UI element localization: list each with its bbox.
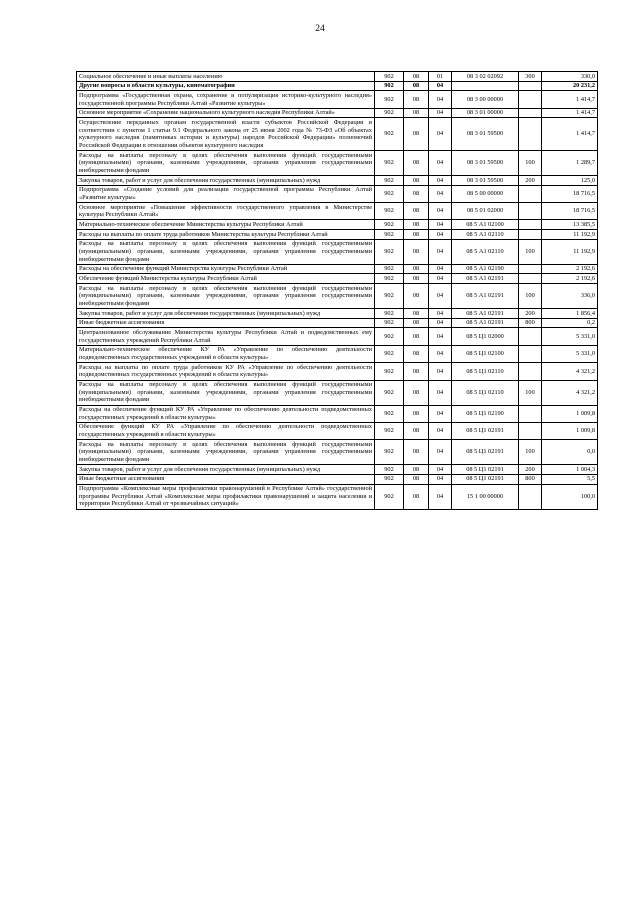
row-expense-type <box>519 230 542 240</box>
row-ministry-code: 902 <box>375 72 404 82</box>
row-amount: 330,0 <box>542 72 598 82</box>
row-ministry-code: 902 <box>375 185 404 202</box>
row-name: Основное мероприятие «Сохранение национального культурного наследия Республики Алтай» <box>77 108 375 118</box>
row-ministry-code: 902 <box>375 309 404 319</box>
table-row <box>77 318 598 328</box>
row-name: Закупка товаров, работ и услуг для обеспечения государственных (муниципальных) нужд <box>77 309 375 319</box>
row-amount: 13 385,5 <box>542 220 598 230</box>
table-row <box>77 328 598 345</box>
row-ministry-code: 902 <box>375 465 404 475</box>
row-section-code: 08 <box>404 318 429 328</box>
table-row <box>77 345 598 362</box>
row-ministry-code: 902 <box>375 220 404 230</box>
row-amount: 18 716,5 <box>542 185 598 202</box>
row-target-article: 08 5 Ц1 02110 <box>452 380 519 405</box>
row-target-article: 08 5 А1 02110 <box>452 230 519 240</box>
row-amount: 4 321,2 <box>542 363 598 380</box>
table-row <box>77 220 598 230</box>
row-name: Обеспечение функций КУ РА «Управление по обеспечению деятельности подведомственных государственных учреждений в области культуры» <box>77 422 375 439</box>
page-number: 24 <box>315 24 325 34</box>
row-section-code: 08 <box>404 405 429 422</box>
budget-table-body <box>77 72 598 510</box>
row-target-article: 08 3 01 59500 <box>452 118 519 151</box>
table-row <box>77 465 598 475</box>
row-ministry-code: 902 <box>375 274 404 284</box>
row-expense-type <box>519 405 542 422</box>
row-amount: 336,0 <box>542 284 598 309</box>
row-amount: 5 331,0 <box>542 328 598 345</box>
table-row <box>77 380 598 405</box>
row-expense-type <box>519 91 542 108</box>
table-row <box>77 176 598 186</box>
row-section-code: 08 <box>404 274 429 284</box>
row-subsection-code: 04 <box>429 405 452 422</box>
row-subsection-code: 04 <box>429 474 452 484</box>
row-section-code: 08 <box>404 363 429 380</box>
row-subsection-code: 04 <box>429 81 452 91</box>
row-target-article: 08 5 А1 02191 <box>452 284 519 309</box>
row-subsection-code: 04 <box>429 239 452 264</box>
row-section-code: 08 <box>404 239 429 264</box>
row-section-code: 08 <box>404 345 429 362</box>
table-row <box>77 72 598 82</box>
row-section-code: 08 <box>404 328 429 345</box>
row-ministry-code: 902 <box>375 440 404 465</box>
row-name: Иные бюджетные ассигнования <box>77 474 375 484</box>
row-target-article: 08 3 00 00000 <box>452 91 519 108</box>
row-section-code: 08 <box>404 81 429 91</box>
row-name: Основное мероприятие «Повышение эффективности государственного управления в Министерстве культуры Республики Алтай» <box>77 203 375 220</box>
row-expense-type <box>519 422 542 439</box>
row-subsection-code: 04 <box>429 108 452 118</box>
row-section-code: 08 <box>404 72 429 82</box>
table-row <box>77 108 598 118</box>
row-name: Централизованное обслуживание Министерства культуры Республики Алтай и подведомственных ему государственных учреждений Республики Алтай <box>77 328 375 345</box>
row-ministry-code: 902 <box>375 81 404 91</box>
row-ministry-code: 902 <box>375 422 404 439</box>
row-expense-type: 100 <box>519 440 542 465</box>
table-row <box>77 264 598 274</box>
row-subsection-code: 04 <box>429 264 452 274</box>
row-section-code: 08 <box>404 440 429 465</box>
row-amount: 1 009,8 <box>542 422 598 439</box>
row-amount: 5 331,0 <box>542 345 598 362</box>
row-ministry-code: 902 <box>375 239 404 264</box>
table-row <box>77 474 598 484</box>
row-target-article: 08 5 Ц1 02191 <box>452 422 519 439</box>
row-subsection-code: 04 <box>429 465 452 475</box>
row-subsection-code: 04 <box>429 185 452 202</box>
row-section-code: 08 <box>404 185 429 202</box>
table-row <box>77 81 598 91</box>
table-row <box>77 309 598 319</box>
row-name: Подпрограмма «Комплексные меры профилактики правонарушений в Республике Алтай» государственной программы Республики Алтай «Комплексные меры профилактики правонарушений и защита населения и территории Республики Алтай от чрезвычайных ситуаций» <box>77 484 375 509</box>
row-amount: 1 004,3 <box>542 465 598 475</box>
table-row <box>77 484 598 509</box>
row-target-article: 08 5 01 02000 <box>452 203 519 220</box>
row-expense-type <box>519 108 542 118</box>
budget-table <box>76 71 598 510</box>
row-expense-type <box>519 118 542 151</box>
row-name: Расходы на выплаты персоналу в целях обеспечения выполнения функций государственными (муниципальными) органами, казенными учреждениями, органами управления государственными внебюджетными фондами <box>77 284 375 309</box>
row-name: Расходы на выплаты персоналу в целях обеспечения выполнения функций государственными (муниципальными) органами, казенными учреждениями, органами управления государственными внебюджетными фондами <box>77 151 375 176</box>
row-section-code: 08 <box>404 465 429 475</box>
row-target-article: 08 5 А1 02191 <box>452 318 519 328</box>
row-expense-type <box>519 328 542 345</box>
row-name: Расходы на выплаты по оплате труда работников КУ РА «Управление по обеспечению деятельности подведомственных государственных учреждений в области культуры» <box>77 363 375 380</box>
row-amount: 1 009,8 <box>542 405 598 422</box>
table-row <box>77 363 598 380</box>
row-ministry-code: 902 <box>375 118 404 151</box>
row-amount: 2 192,6 <box>542 264 598 274</box>
row-subsection-code: 04 <box>429 91 452 108</box>
row-expense-type <box>519 363 542 380</box>
row-name: Другие вопросы в области культуры, кинематографии <box>77 81 375 91</box>
row-subsection-code: 04 <box>429 345 452 362</box>
row-target-article: 08 5 Ц1 02191 <box>452 474 519 484</box>
row-subsection-code: 04 <box>429 220 452 230</box>
row-target-article: 15 1 00 00000 <box>452 484 519 509</box>
table-row <box>77 118 598 151</box>
row-subsection-code: 04 <box>429 422 452 439</box>
row-amount: 20 231,2 <box>542 81 598 91</box>
row-target-article: 08 5 Ц1 02110 <box>452 363 519 380</box>
row-target-article: 08 5 Ц1 02191 <box>452 440 519 465</box>
row-name: Расходы на выплаты по оплате труда работников Министерства культуры Республики Алтай <box>77 230 375 240</box>
row-ministry-code: 902 <box>375 264 404 274</box>
row-ministry-code: 902 <box>375 203 404 220</box>
row-name: Осуществление переданных органам государственной власти субъектов Российской Федерации в соответствии с пунктом 1 статьи 9.1 Федерального закона от 25 июня 2002 года № 73-ФЗ «Об объектах культурного наследия (памятниках истории и культуры) народов Российской Федерации» полномочий Российской Федерации в отношении объектов культурного наследия <box>77 118 375 151</box>
row-amount: 4 321,2 <box>542 380 598 405</box>
row-section-code: 08 <box>404 422 429 439</box>
row-ministry-code: 902 <box>375 151 404 176</box>
row-name: Материально-техническое обеспечение Министерства культуры Республики Алтай <box>77 220 375 230</box>
row-section-code: 08 <box>404 309 429 319</box>
row-expense-type <box>519 345 542 362</box>
row-expense-type <box>519 220 542 230</box>
row-section-code: 08 <box>404 484 429 509</box>
table-row <box>77 274 598 284</box>
row-target-article: 08 3 01 00000 <box>452 108 519 118</box>
row-section-code: 08 <box>404 108 429 118</box>
row-amount: 1 414,7 <box>542 118 598 151</box>
row-target-article: 08 5 А1 02191 <box>452 274 519 284</box>
table-row <box>77 239 598 264</box>
row-name: Иные бюджетные ассигнования <box>77 318 375 328</box>
row-section-code: 08 <box>404 380 429 405</box>
row-expense-type: 100 <box>519 284 542 309</box>
row-subsection-code: 04 <box>429 484 452 509</box>
row-name: Подпрограмма «Государственная охрана, сохранение и популяризация историко-культурного наследия» государственной программы Республики Алтай «Развитие культуры» <box>77 91 375 108</box>
table-row <box>77 284 598 309</box>
table-row <box>77 405 598 422</box>
row-section-code: 08 <box>404 284 429 309</box>
row-amount: 100,0 <box>542 484 598 509</box>
row-amount: 125,0 <box>542 176 598 186</box>
table-row <box>77 91 598 108</box>
row-subsection-code: 04 <box>429 363 452 380</box>
row-expense-type <box>519 81 542 91</box>
row-section-code: 08 <box>404 220 429 230</box>
row-amount: 11 192,9 <box>542 239 598 264</box>
row-amount: 1 856,4 <box>542 309 598 319</box>
table-row <box>77 185 598 202</box>
row-ministry-code: 902 <box>375 176 404 186</box>
row-subsection-code: 04 <box>429 440 452 465</box>
row-target-article: 08 3 01 59500 <box>452 176 519 186</box>
row-ministry-code: 902 <box>375 405 404 422</box>
row-ministry-code: 902 <box>375 380 404 405</box>
row-target-article: 08 5 Ц1 02100 <box>452 345 519 362</box>
row-name: Расходы на выплаты персоналу в целях обеспечения выполнения функций государственными (муниципальными) органами, казенными учреждениями, органами управления государственными внебюджетными фондами <box>77 239 375 264</box>
table-row <box>77 230 598 240</box>
row-ministry-code: 902 <box>375 318 404 328</box>
row-subsection-code: 04 <box>429 380 452 405</box>
row-section-code: 08 <box>404 264 429 274</box>
row-subsection-code: 04 <box>429 284 452 309</box>
row-target-article: 08 5 00 00000 <box>452 185 519 202</box>
row-expense-type: 200 <box>519 309 542 319</box>
row-target-article: 08 3 02 02092 <box>452 72 519 82</box>
table-row <box>77 203 598 220</box>
row-section-code: 08 <box>404 474 429 484</box>
row-name: Расходы на выплаты персоналу в целях обеспечения выполнения функций государственными (муниципальными) органами, казенными учреждениями, органами управления государственными внебюджетными фондами <box>77 440 375 465</box>
row-amount: 18 716,5 <box>542 203 598 220</box>
row-target-article: 08 5 А1 02190 <box>452 264 519 274</box>
row-subsection-code: 04 <box>429 176 452 186</box>
table-row <box>77 440 598 465</box>
row-expense-type: 100 <box>519 151 542 176</box>
row-subsection-code: 04 <box>429 309 452 319</box>
row-subsection-code: 04 <box>429 328 452 345</box>
row-name: Подпрограмма «Создание условий для реализации государственной программы Республики Алтай «Развитие культуры» <box>77 185 375 202</box>
row-section-code: 08 <box>404 118 429 151</box>
row-target-article: 08 3 01 59500 <box>452 151 519 176</box>
row-amount: 0,0 <box>542 440 598 465</box>
row-ministry-code: 902 <box>375 484 404 509</box>
row-section-code: 08 <box>404 176 429 186</box>
row-name: Закупка товаров, работ и услуг для обеспечения государственных (муниципальных) нужд <box>77 465 375 475</box>
row-expense-type <box>519 484 542 509</box>
row-ministry-code: 902 <box>375 284 404 309</box>
row-name: Закупка товаров, работ и услуг для обеспечения государственных (муниципальных) нужд <box>77 176 375 186</box>
row-name: Расходы на обеспечение функций КУ РА «Управление по обеспечению деятельности подведомственных государственных учреждений в области культуры» <box>77 405 375 422</box>
row-ministry-code: 902 <box>375 328 404 345</box>
row-name: Обеспечение функций Министерства культуры Республики Алтай <box>77 274 375 284</box>
row-section-code: 08 <box>404 230 429 240</box>
row-subsection-code: 04 <box>429 274 452 284</box>
row-ministry-code: 902 <box>375 230 404 240</box>
row-expense-type: 100 <box>519 239 542 264</box>
row-ministry-code: 902 <box>375 345 404 362</box>
row-amount: 11 192,9 <box>542 230 598 240</box>
row-expense-type <box>519 274 542 284</box>
row-target-article: 08 5 А1 02110 <box>452 239 519 264</box>
row-name: Расходы на обеспечение функций Министерства культуры Республики Алтай <box>77 264 375 274</box>
table-row <box>77 422 598 439</box>
row-target-article: 08 5 Ц1 02190 <box>452 405 519 422</box>
row-expense-type: 800 <box>519 474 542 484</box>
row-name: Материально-техническое обеспечение КУ РА «Управление по обеспечению деятельности подведомственных государственных учреждений в области культуры» <box>77 345 375 362</box>
row-ministry-code: 902 <box>375 91 404 108</box>
row-subsection-code: 01 <box>429 72 452 82</box>
row-subsection-code: 04 <box>429 318 452 328</box>
row-amount: 2 192,6 <box>542 274 598 284</box>
row-section-code: 08 <box>404 151 429 176</box>
row-target-article <box>452 81 519 91</box>
row-amount: 1 289,7 <box>542 151 598 176</box>
row-subsection-code: 04 <box>429 118 452 151</box>
row-subsection-code: 04 <box>429 151 452 176</box>
row-expense-type: 300 <box>519 72 542 82</box>
row-expense-type: 200 <box>519 465 542 475</box>
row-expense-type: 100 <box>519 380 542 405</box>
row-expense-type: 800 <box>519 318 542 328</box>
row-target-article: 08 5 Ц1 02000 <box>452 328 519 345</box>
table-row <box>77 151 598 176</box>
row-expense-type <box>519 203 542 220</box>
row-subsection-code: 04 <box>429 203 452 220</box>
row-section-code: 08 <box>404 203 429 220</box>
row-name: Расходы на выплаты персоналу в целях обеспечения выполнения функций государственными (муниципальными) органами, казенными учреждениями, органами управления государственными внебюджетными фондами <box>77 380 375 405</box>
row-target-article: 08 5 Ц1 02191 <box>452 465 519 475</box>
row-ministry-code: 902 <box>375 474 404 484</box>
row-amount: 1 414,7 <box>542 108 598 118</box>
row-expense-type <box>519 264 542 274</box>
row-ministry-code: 902 <box>375 363 404 380</box>
row-target-article: 08 5 А1 02191 <box>452 309 519 319</box>
row-amount: 0,2 <box>542 318 598 328</box>
row-subsection-code: 04 <box>429 230 452 240</box>
row-expense-type <box>519 185 542 202</box>
row-amount: 5,5 <box>542 474 598 484</box>
row-name: Социальное обеспечение и иные выплаты населению <box>77 72 375 82</box>
row-ministry-code: 902 <box>375 108 404 118</box>
row-expense-type: 200 <box>519 176 542 186</box>
row-target-article: 08 5 А1 02100 <box>452 220 519 230</box>
row-section-code: 08 <box>404 91 429 108</box>
row-amount: 1 414,7 <box>542 91 598 108</box>
